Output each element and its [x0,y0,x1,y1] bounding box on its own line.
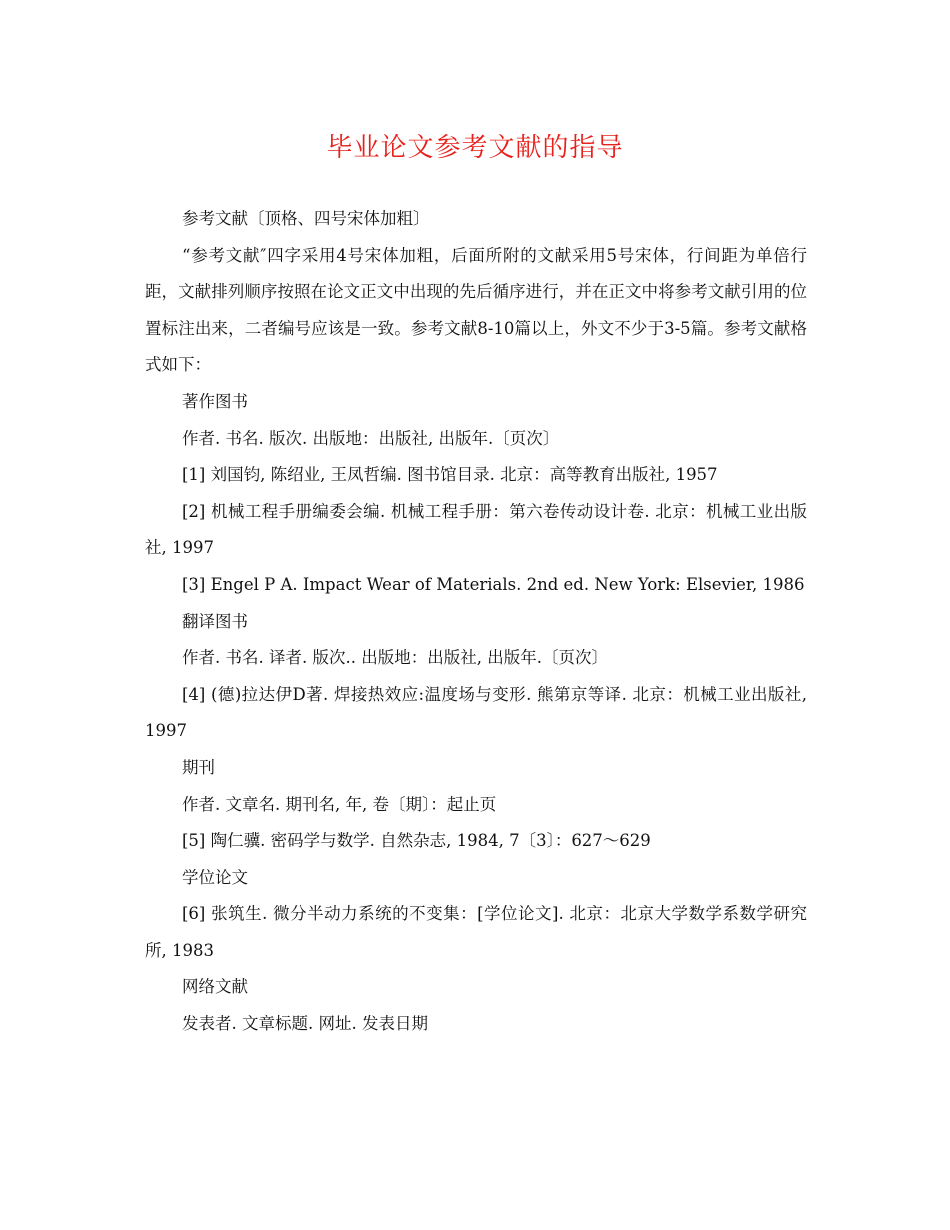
reference-item: [6] 张筑生. 微分半动力系统的不变集：[学位论文]. 北京：北京大学数学系数学研究所, 1983 [145,904,807,960]
format-web-documents: 发表者. 文章标题. 网址. 发表日期 [182,1014,428,1034]
reference-item: [4] (德)拉达伊D著. 焊接热效应:温度场与变形. 熊第京等译. 北京：机械工业出版社, 1997 [145,684,807,741]
category-theses: 学位论文 [182,867,248,887]
format-translated-books: 作者. 书名. 译者. 版次.. 出版地：出版社, 出版年.〔页次〕 [182,648,608,668]
document-title: 毕业论文参考文献的指导 [326,133,624,163]
format-journals: 作者. 文章名. 期刊名, 年, 卷〔期〕：起止页 [182,794,497,814]
category-journals: 期刊 [182,757,215,777]
document-body [145,201,807,1043]
reference-item: [5] 陶仁骥. 密码学与数学. 自然杂志, 1984, 7〔3〕：627～629 [182,831,651,851]
reference-item: [1] 刘国钧, 陈绍业, 王凤哲编. 图书馆目录. 北京：高等教育出版社, 1957 [182,465,718,485]
category-translated-books: 翻译图书 [182,611,248,631]
references-format-instructions: “参考文献″四字采用4号宋体加粗，后面所附的文献采用5号宋体，行间距为单倍行距，文献排列顺序按照在论文正文中出现的先后循序进行，并在正文中将参考文献引用的位置标注出来，二者编号应该是一致。参考文献8-10篇以上，外文不少于3-5篇。参考文献格式如下： [145,245,807,375]
category-web-documents: 网络文献 [182,977,248,997]
reference-item: [3] Engel P A. Impact Wear of Materials. 2nd ed. New York: Elsevier, 1986 [182,574,805,594]
format-books: 作者. 书名. 版次. 出版地：出版社, 出版年.〔页次〕 [182,428,560,448]
reference-item: [2] 机械工程手册编委会编. 机械工程手册：第六卷传动设计卷. 北京：机械工业出版社, 1997 [145,501,807,558]
category-books: 著作图书 [182,391,248,411]
section-heading-references: 参考文献〔顶格、四号宋体加粗〕 [182,209,430,228]
